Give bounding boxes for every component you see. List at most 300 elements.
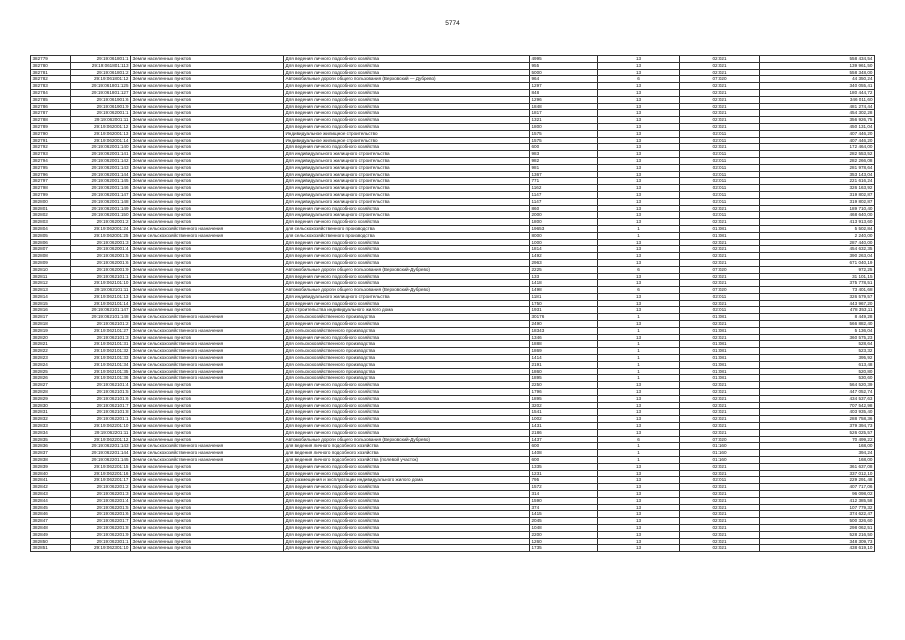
use-code-cell: 02:021 <box>680 409 760 416</box>
group-code-cell: 13 <box>598 484 680 491</box>
cadastral-value-cell: 168,00 <box>760 443 875 450</box>
row-number-cell: 382801 <box>31 205 71 212</box>
area-cell: 982 <box>530 157 598 164</box>
use-code-cell: 02:021 <box>680 83 760 90</box>
area-cell: 1750 <box>530 300 598 307</box>
area-cell: 2225 <box>530 266 598 273</box>
cadastral-value-cell: 221 616,24 <box>760 178 875 185</box>
cadastral-number-cell: 29:19:062001:3 <box>71 239 131 246</box>
cadastral-value-cell: 394,24 <box>760 450 875 457</box>
land-category-cell: Земли населенных пунктов <box>131 164 284 171</box>
row-number-cell: 382849 <box>31 531 71 538</box>
cadastral-number-cell: 29:19:062101:36 <box>71 375 131 382</box>
use-code-cell: 01:081 <box>680 348 760 355</box>
land-category-cell: Земли населенных пунктов <box>131 545 284 552</box>
land-category-cell: Земли населенных пунктов <box>131 389 284 396</box>
land-category-cell: Земли населенных пунктов <box>131 477 284 484</box>
cadastral-number-cell: 29:19:062201:4 <box>71 497 131 504</box>
use-code-cell: 02:011 <box>680 130 760 137</box>
use-code-cell: 01:160 <box>680 443 760 450</box>
area-cell: 1260 <box>530 538 598 545</box>
area-cell: 1000 <box>530 239 598 246</box>
use-code-cell: 02:021 <box>680 524 760 531</box>
cadastral-value-cell: 326 579,57 <box>760 293 875 300</box>
group-code-cell: 13 <box>598 171 680 178</box>
area-cell: 1437 <box>530 436 598 443</box>
area-cell: 964 <box>530 76 598 83</box>
row-number-cell: 382834 <box>31 429 71 436</box>
group-code-cell: 1 <box>598 450 680 457</box>
row-number-cell: 382824 <box>31 361 71 368</box>
land-category-cell: Земли населенных пунктов <box>131 423 284 430</box>
area-cell: 1231 <box>530 470 598 477</box>
row-number-cell: 382799 <box>31 191 71 198</box>
table-row <box>31 89 875 96</box>
cadastral-value-cell: 361 637,08 <box>760 463 875 470</box>
cadastral-number-cell: 29:19:062001:142 <box>71 157 131 164</box>
row-number-cell: 382833 <box>31 423 71 430</box>
cadastral-number-cell: 29:19:061801:127 <box>71 89 131 96</box>
table-row <box>31 212 875 219</box>
permitted-use-cell: Для ведения личного подсобного хозяйства <box>284 504 530 511</box>
cadastral-value-cell: 356 926,75 <box>760 117 875 124</box>
table-row <box>31 239 875 246</box>
land-category-cell: Земли населенных пунктов <box>131 144 284 151</box>
table-row <box>31 117 875 124</box>
permitted-use-cell: Для индивидуального жилищного строительства <box>284 178 530 185</box>
table-row <box>31 538 875 545</box>
area-cell: 1147 <box>530 191 598 198</box>
area-cell: 314 <box>530 491 598 498</box>
row-number-cell: 382810 <box>31 266 71 273</box>
permitted-use-cell: Индивидуальное жилищное строительство <box>284 137 530 144</box>
group-code-cell: 13 <box>598 89 680 96</box>
cadastral-number-cell: 29:19:062001:9 <box>71 266 131 273</box>
use-code-cell: 02:021 <box>680 89 760 96</box>
cadastral-value-cell: 481 274,44 <box>760 103 875 110</box>
area-cell: 1296 <box>530 96 598 103</box>
area-cell: 1800 <box>530 219 598 226</box>
cadastral-number-cell: 29:19:062101:13 <box>71 293 131 300</box>
land-category-cell: Земли сельскохозяйственного назначения <box>131 355 284 362</box>
area-cell: 848 <box>530 89 598 96</box>
land-category-cell: Земли населенных пунктов <box>131 382 284 389</box>
use-code-cell: 02:011 <box>680 171 760 178</box>
row-number-cell: 382822 <box>31 348 71 355</box>
table-row <box>31 314 875 321</box>
group-code-cell: 13 <box>598 205 680 212</box>
permitted-use-cell: Для ведения личного подсобного хозяйства <box>284 110 530 117</box>
group-code-cell: 13 <box>598 389 680 396</box>
table-row <box>31 273 875 280</box>
cadastral-number-cell: 29:19:062001:5 <box>71 253 131 260</box>
use-code-cell: 02:021 <box>680 491 760 498</box>
land-category-cell: Земли населенных пунктов <box>131 178 284 185</box>
table-row <box>31 259 875 266</box>
table-row <box>31 497 875 504</box>
land-category-cell: Земли населенных пунктов <box>131 212 284 219</box>
cadastral-value-cell: 407 717,06 <box>760 484 875 491</box>
permitted-use-cell: Для сельскохозяйственного производства <box>284 368 530 375</box>
table-row <box>31 518 875 525</box>
table-row <box>31 504 875 511</box>
land-category-cell: Земли населенных пунктов <box>131 62 284 69</box>
cadastral-number-cell: 29:19:062201:3 <box>71 491 131 498</box>
table-row <box>31 470 875 477</box>
cadastral-value-cell: 319 802,87 <box>760 198 875 205</box>
row-number-cell: 382831 <box>31 409 71 416</box>
permitted-use-cell: Для индивидуального жилищного строительства <box>284 171 530 178</box>
permitted-use-cell: Для ведения личного подсобного хозяйства <box>284 56 530 63</box>
cadastral-value-cell: 189 710,40 <box>760 205 875 212</box>
cadastral-number-cell: 29:19:062101:27 <box>71 327 131 334</box>
group-code-cell: 6 <box>598 287 680 294</box>
cadastral-value-cell: 407 446,20 <box>760 130 875 137</box>
area-cell: 1147 <box>530 198 598 205</box>
land-category-cell: Земли населенных пунктов <box>131 334 284 341</box>
group-code-cell: 13 <box>598 144 680 151</box>
land-category-cell: Земли населенных пунктов <box>131 83 284 90</box>
permitted-use-cell: Для ведения личного подсобного хозяйства <box>284 321 530 328</box>
land-category-cell: Земли населенных пунктов <box>131 293 284 300</box>
row-number-cell: 382796 <box>31 171 71 178</box>
table-row <box>31 321 875 328</box>
permitted-use-cell: Для сельскохозяйственного производства <box>284 341 530 348</box>
cadastral-number-cell: 29:19:061801:2 <box>71 69 131 76</box>
table-row <box>31 69 875 76</box>
group-code-cell: 13 <box>598 470 680 477</box>
use-code-cell: 02:021 <box>680 280 760 287</box>
group-code-cell: 13 <box>598 219 680 226</box>
use-code-cell: 02:011 <box>680 157 760 164</box>
table-row <box>31 123 875 130</box>
permitted-use-cell: Для ведения личного подсобного хозяйства <box>284 389 530 396</box>
table-row <box>31 545 875 552</box>
table-row <box>31 232 875 239</box>
group-code-cell: 13 <box>598 117 680 124</box>
row-number-cell: 382817 <box>31 314 71 321</box>
row-number-cell: 382827 <box>31 382 71 389</box>
use-code-cell: 02:021 <box>680 246 760 253</box>
area-cell: 1575 <box>530 137 598 144</box>
group-code-cell: 1 <box>598 368 680 375</box>
area-cell: 1415 <box>530 511 598 518</box>
use-code-cell: 02:021 <box>680 545 760 552</box>
cadastral-value-cell: 374 622,47 <box>760 511 875 518</box>
use-code-cell: 02:021 <box>680 497 760 504</box>
area-cell: 1735 <box>530 545 598 552</box>
cadastral-value-cell: 407 446,20 <box>760 137 875 144</box>
row-number-cell: 382779 <box>31 56 71 63</box>
use-code-cell: 07:020 <box>680 266 760 273</box>
cadastral-value-cell: 454 302,28 <box>760 110 875 117</box>
group-code-cell: 13 <box>598 123 680 130</box>
land-category-cell: Земли населенных пунктов <box>131 511 284 518</box>
area-cell: 1848 <box>530 103 598 110</box>
land-category-cell: Земли населенных пунктов <box>131 103 284 110</box>
permitted-use-cell: Для ведения личного подсобного хозяйства <box>284 253 530 260</box>
use-code-cell: 07:020 <box>680 436 760 443</box>
row-number-cell: 382797 <box>31 178 71 185</box>
use-code-cell: 02:021 <box>680 423 760 430</box>
area-cell: 1181 <box>530 293 598 300</box>
land-category-cell: Земли населенных пунктов <box>131 246 284 253</box>
table-row <box>31 436 875 443</box>
row-number-cell: 382820 <box>31 334 71 341</box>
group-code-cell: 13 <box>598 280 680 287</box>
permitted-use-cell: Для индивидуального жилищного строительства <box>284 212 530 219</box>
table-row <box>31 463 875 470</box>
area-cell: 2045 <box>530 518 598 525</box>
permitted-use-cell: Для ведения личного подсобного хозяйства <box>284 259 530 266</box>
area-cell: 1590 <box>530 497 598 504</box>
area-cell: 4995 <box>530 56 598 63</box>
land-category-cell: Земли населенных пунктов <box>131 518 284 525</box>
group-code-cell: 13 <box>598 185 680 192</box>
group-code-cell: 13 <box>598 69 680 76</box>
cadastral-value-cell: 454 632,35 <box>760 246 875 253</box>
cadastral-value-cell: 403 935,40 <box>760 409 875 416</box>
land-category-cell: Земли населенных пунктов <box>131 504 284 511</box>
cadastral-number-cell: 29:19:061901:6 <box>71 96 131 103</box>
cadastral-number-cell: 29:19:062001:25 <box>71 232 131 239</box>
cadastral-value-cell: 8 449,28 <box>760 314 875 321</box>
group-code-cell: 13 <box>598 212 680 219</box>
cadastral-value-cell: 558 434,54 <box>760 56 875 63</box>
table-row <box>31 178 875 185</box>
permitted-use-cell: Для ведения личного подсобного хозяйства <box>284 280 530 287</box>
land-category-cell: Земли населенных пунктов <box>131 321 284 328</box>
land-category-cell: Земли сельскохозяйственного назначения <box>131 368 284 375</box>
row-number-cell: 382805 <box>31 232 71 239</box>
land-category-cell: Земли населенных пунктов <box>131 185 284 192</box>
table-row <box>31 130 875 137</box>
group-code-cell: 1 <box>598 348 680 355</box>
permitted-use-cell: Для ведения личного подсобного хозяйства <box>284 484 530 491</box>
use-code-cell: 02:021 <box>680 62 760 69</box>
permitted-use-cell: Для сельскохозяйственного производства <box>284 361 530 368</box>
cadastral-number-cell: 29:19:062101:148 <box>71 314 131 321</box>
table-row <box>31 409 875 416</box>
group-code-cell: 13 <box>598 334 680 341</box>
row-number-cell: 382807 <box>31 246 71 253</box>
use-code-cell: 01:160 <box>680 457 760 464</box>
land-category-cell: Земли населенных пунктов <box>131 137 284 144</box>
table-row <box>31 423 875 430</box>
area-cell: 133 <box>530 273 598 280</box>
permitted-use-cell: Для сельскохозяйственного производства <box>284 348 530 355</box>
group-code-cell: 1 <box>598 341 680 348</box>
group-code-cell: 13 <box>598 56 680 63</box>
permitted-use-cell: Для ведения личного подсобного хозяйства <box>284 103 530 110</box>
permitted-use-cell: Для ведения личного подсобного хозяйства <box>284 518 530 525</box>
cadastral-number-cell: 29:19:062201:1 <box>71 416 131 423</box>
use-code-cell: 02:021 <box>680 300 760 307</box>
table-row <box>31 293 875 300</box>
row-number-cell: 382821 <box>31 341 71 348</box>
cadastral-number-cell: 29:19:062301:10 <box>71 545 131 552</box>
cadastral-number-cell: 29:19:062201:144 <box>71 450 131 457</box>
permitted-use-cell: Для ведения личного подсобного хозяйства <box>284 511 530 518</box>
use-code-cell: 02:021 <box>680 205 760 212</box>
cadastral-number-cell: 29:19:061801:12 <box>71 76 131 83</box>
area-cell: 1800 <box>530 123 598 130</box>
group-code-cell: 13 <box>598 151 680 158</box>
use-code-cell: 02:021 <box>680 429 760 436</box>
area-cell: 2200 <box>530 531 598 538</box>
cadastral-number-cell: 29:19:062001:141 <box>71 151 131 158</box>
area-cell: 1297 <box>530 83 598 90</box>
group-code-cell: 13 <box>598 300 680 307</box>
land-category-cell: Земли населенных пунктов <box>131 117 284 124</box>
permitted-use-cell: Для ведения личного подсобного хозяйства <box>284 300 530 307</box>
permitted-use-cell: Для ведения личного подсобного хозяйства <box>284 239 530 246</box>
table-row <box>31 477 875 484</box>
area-cell: 795 <box>530 477 598 484</box>
land-category-cell: Земли населенных пунктов <box>131 429 284 436</box>
table-row <box>31 253 875 260</box>
row-number-cell: 382789 <box>31 123 71 130</box>
cadastral-value-cell: 73 401,68 <box>760 287 875 294</box>
cadastral-number-cell: 29:19:062101:147 <box>71 307 131 314</box>
cadastral-value-cell: 390 263,04 <box>760 253 875 260</box>
land-category-cell: Земли населенных пунктов <box>131 409 284 416</box>
cadastral-number-cell: 29:19:062101:5 <box>71 389 131 396</box>
cadastral-value-cell: 566 882,40 <box>760 321 875 328</box>
cadastral-number-cell: 29:19:062101:10 <box>71 280 131 287</box>
use-code-cell: 02:021 <box>680 239 760 246</box>
cadastral-value-cell: 229 291,48 <box>760 477 875 484</box>
cadastral-number-cell: 29:19:062101:33 <box>71 355 131 362</box>
land-category-cell: Земли населенных пунктов <box>131 89 284 96</box>
table-row <box>31 524 875 531</box>
table-row <box>31 144 875 151</box>
permitted-use-cell: Для ведения личного подсобного хозяйства <box>284 409 530 416</box>
land-category-cell: Земли населенных пунктов <box>131 395 284 402</box>
table-row <box>31 327 875 334</box>
permitted-use-cell: для ведения личного подсобного хозяйства <box>284 443 530 450</box>
area-cell: 1346 <box>530 334 598 341</box>
use-code-cell: 02:021 <box>680 382 760 389</box>
table-row <box>31 205 875 212</box>
land-category-cell: Земли населенных пунктов <box>131 524 284 531</box>
cadastral-value-cell: 31 101,15 <box>760 273 875 280</box>
table-row <box>31 137 875 144</box>
land-category-cell: Земли сельскохозяйственного назначения <box>131 443 284 450</box>
permitted-use-cell: Для ведения личного подсобного хозяйства <box>284 334 530 341</box>
area-cell: 1572 <box>530 484 598 491</box>
row-number-cell: 382814 <box>31 293 71 300</box>
use-code-cell: 02:021 <box>680 504 760 511</box>
land-category-cell: Земли населенных пунктов <box>131 219 284 226</box>
permitted-use-cell: Автомобильные дороги общего пользования (Верховский-Дубрево) <box>284 436 530 443</box>
group-code-cell: 13 <box>598 157 680 164</box>
cadastral-number-cell: 29:19:062201:5 <box>71 504 131 511</box>
row-number-cell: 382826 <box>31 375 71 382</box>
area-cell: 3202 <box>530 402 598 409</box>
permitted-use-cell: Для индивидуального жилищного строительства <box>284 164 530 171</box>
row-number-cell: 382840 <box>31 470 71 477</box>
area-cell: 1814 <box>530 246 598 253</box>
cadastral-number-cell: 29:19:062101:1 <box>71 273 131 280</box>
group-code-cell: 13 <box>598 382 680 389</box>
group-code-cell: 13 <box>598 416 680 423</box>
group-code-cell: 13 <box>598 531 680 538</box>
cadastral-value-cell: 520,80 <box>760 368 875 375</box>
cadastral-number-cell: 29:19:062001:144 <box>71 171 131 178</box>
use-code-cell: 02:011 <box>680 185 760 192</box>
table-row <box>31 157 875 164</box>
permitted-use-cell: Для ведения личного подсобного хозяйства <box>284 205 530 212</box>
row-number-cell: 382823 <box>31 355 71 362</box>
cadastral-number-cell: 29:19:061801:125 <box>71 83 131 90</box>
land-category-cell: Земли сельскохозяйственного назначения <box>131 375 284 382</box>
cadastral-value-cell: 972,25 <box>760 266 875 273</box>
land-category-cell: Земли населенных пунктов <box>131 239 284 246</box>
group-code-cell: 1 <box>598 314 680 321</box>
cadastral-value-cell: 413 913,60 <box>760 219 875 226</box>
table-row <box>31 341 875 348</box>
row-number-cell: 382825 <box>31 368 71 375</box>
cadastral-number-cell: 29:19:062101:6 <box>71 395 131 402</box>
land-category-cell: Земли населенных пунктов <box>131 266 284 273</box>
cadastral-number-cell: 29:19:062201:9 <box>71 531 131 538</box>
use-code-cell: 02:021 <box>680 538 760 545</box>
cadastral-number-cell: 29:19:062201:8 <box>71 524 131 531</box>
area-cell: 2000 <box>530 212 598 219</box>
area-cell: 1931 <box>530 307 598 314</box>
use-code-cell: 01:081 <box>680 341 760 348</box>
table-row <box>31 151 875 158</box>
use-code-cell: 02:011 <box>680 137 760 144</box>
cadastral-value-cell: 379 394,73 <box>760 423 875 430</box>
land-category-cell: Земли населенных пунктов <box>131 198 284 205</box>
cadastral-value-cell: 707 542,98 <box>760 402 875 409</box>
cadastral-value-cell: 375 778,51 <box>760 280 875 287</box>
group-code-cell: 6 <box>598 266 680 273</box>
table-row <box>31 171 875 178</box>
use-code-cell: 02:021 <box>680 402 760 409</box>
cadastral-value-cell: 44 350,24 <box>760 76 875 83</box>
land-category-cell: Земли сельскохозяйственного назначения <box>131 361 284 368</box>
table-row <box>31 225 875 232</box>
permitted-use-cell: Для строительства индивидуального жилого дома <box>284 307 530 314</box>
table-row <box>31 266 875 273</box>
row-number-cell: 382845 <box>31 504 71 511</box>
permitted-use-cell: Для индивидуального жилищного строительства <box>284 185 530 192</box>
group-code-cell: 13 <box>598 198 680 205</box>
use-code-cell: 02:021 <box>680 389 760 396</box>
cadastral-value-cell: 438 619,10 <box>760 545 875 552</box>
row-number-cell: 382830 <box>31 402 71 409</box>
land-category-cell: Земли населенных пунктов <box>131 307 284 314</box>
permitted-use-cell: Для ведения личного подсобного хозяйства <box>284 463 530 470</box>
permitted-use-cell: Для ведения личного подсобного хозяйства <box>284 89 530 96</box>
row-number-cell: 382809 <box>31 259 71 266</box>
table-row <box>31 185 875 192</box>
area-cell: 1414 <box>530 355 598 362</box>
cadastral-value-cell: 500 326,60 <box>760 518 875 525</box>
cadastral-value-cell: 468 640,00 <box>760 212 875 219</box>
permitted-use-cell: Для ведения личного подсобного хозяйства <box>284 273 530 280</box>
use-code-cell: 02:021 <box>680 531 760 538</box>
group-code-cell: 1 <box>598 375 680 382</box>
table-row <box>31 355 875 362</box>
land-category-cell: Земли населенных пунктов <box>131 157 284 164</box>
cadastral-number-cell: 29:19:062101:3 <box>71 334 131 341</box>
permitted-use-cell: Для ведения личного подсобного хозяйства <box>284 395 530 402</box>
permitted-use-cell: Автомобильные дороги общего пользования (Верховский — Дубрево) <box>284 76 530 83</box>
